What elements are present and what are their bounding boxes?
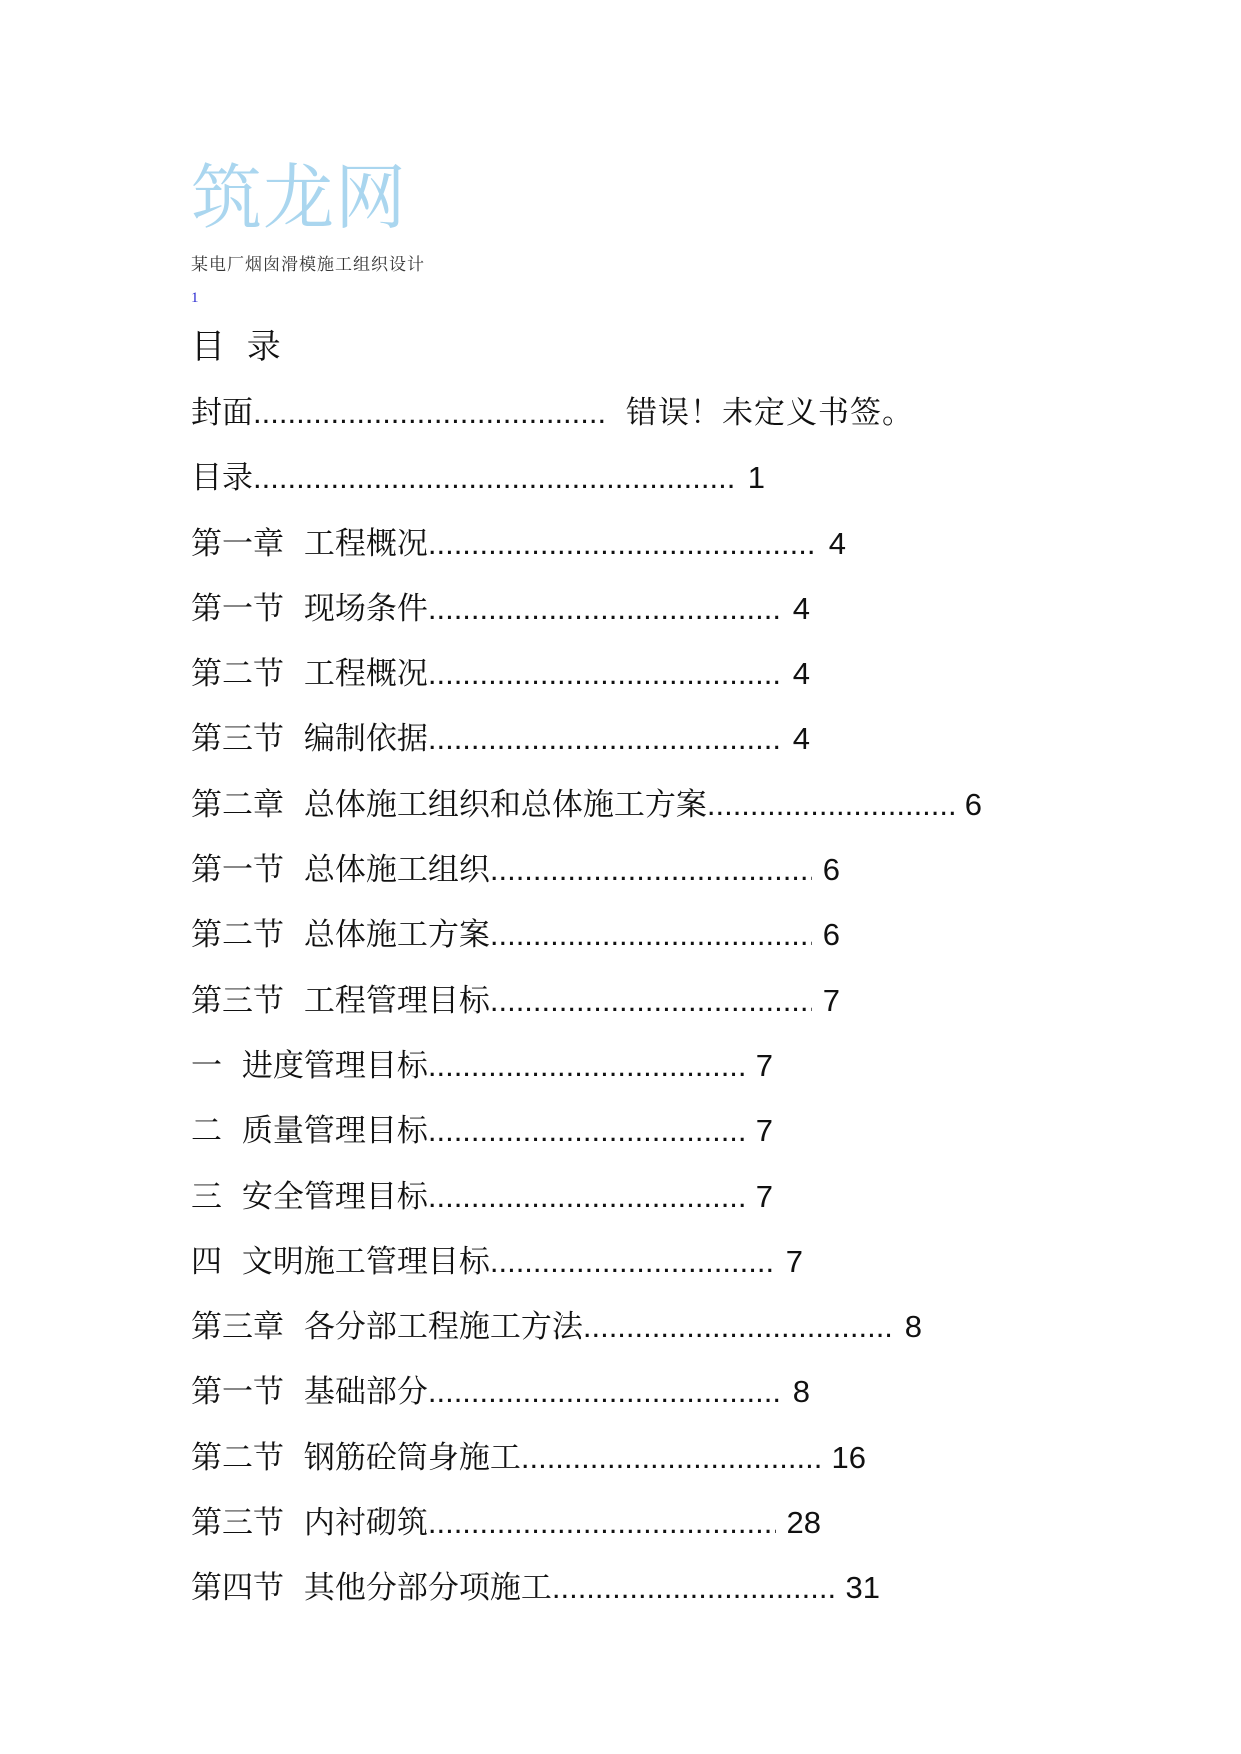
toc-entry[interactable]	[191, 380, 914, 445]
toc-dot-leader	[428, 576, 782, 641]
toc-entry-title: 目录	[191, 460, 253, 497]
table-of-contents	[191, 380, 982, 1621]
toc-entry[interactable]	[191, 445, 765, 510]
toc-entry-title: 第三节 内衬砌筑	[191, 1505, 428, 1542]
toc-entry-title: 二 质量管理目标	[191, 1113, 428, 1150]
toc-entry-title: 第三节 工程管理目标	[191, 982, 490, 1019]
toc-entry-title: 第二节 钢筋砼筒身施工	[191, 1439, 521, 1476]
toc-entry-page: 6	[822, 917, 840, 953]
toc-dot-leader	[428, 1164, 745, 1229]
toc-entry[interactable]	[191, 1359, 810, 1424]
toc-entry[interactable]	[191, 1555, 880, 1620]
toc-dot-leader	[490, 1229, 775, 1294]
toc-entry-title: 第二节 总体施工方案	[191, 917, 490, 954]
toc-entry-page: 7	[755, 1178, 773, 1214]
toc-entry-page: 8	[792, 1374, 810, 1410]
toc-entry[interactable]	[191, 706, 810, 771]
toc-entry-page: 1	[747, 460, 765, 496]
toc-entry-page: 7	[822, 982, 840, 1018]
toc-entry-title: 第三章 各分部工程施工方法	[191, 1309, 583, 1346]
toc-entry[interactable]	[191, 511, 846, 576]
toc-entry-page: 7	[785, 1243, 803, 1279]
toc-entry[interactable]	[191, 1294, 922, 1359]
toc-entry-page: 31	[845, 1570, 880, 1606]
toc-entry[interactable]	[191, 576, 810, 641]
toc-dot-leader	[253, 380, 606, 445]
toc-dot-leader	[583, 1294, 894, 1359]
toc-entry[interactable]	[191, 1164, 773, 1229]
toc-entry[interactable]	[191, 772, 982, 837]
toc-dot-leader	[428, 511, 818, 576]
toc-entry-title: 封面	[191, 395, 253, 431]
toc-dot-leader	[428, 1359, 782, 1424]
toc-entry-page: 16	[831, 1439, 866, 1475]
toc-entry-title: 一 进度管理目标	[191, 1047, 428, 1084]
toc-entry[interactable]	[191, 1425, 866, 1490]
toc-dot-leader	[428, 1490, 776, 1555]
toc-entry-page: 28	[786, 1505, 821, 1541]
toc-entry-page: 8	[904, 1309, 922, 1345]
toc-entry-page: 6	[964, 786, 982, 822]
toc-dot-leader	[428, 641, 782, 706]
toc-entry-page: 7	[755, 1113, 773, 1149]
toc-dot-leader	[428, 1033, 745, 1098]
toc-entry-page: 4	[828, 525, 846, 561]
document-title: 某电厂烟囱滑模施工组织设计	[191, 255, 425, 275]
toc-dot-leader	[428, 706, 782, 771]
toc-entry-page: 4	[792, 721, 810, 757]
toc-entry[interactable]	[191, 837, 840, 902]
toc-dot-leader	[253, 445, 737, 510]
toc-entry[interactable]	[191, 641, 810, 706]
toc-entry[interactable]	[191, 1033, 773, 1098]
toc-entry[interactable]	[191, 1098, 773, 1163]
toc-dot-leader	[490, 968, 812, 1033]
toc-dot-leader	[521, 1425, 821, 1490]
toc-entry[interactable]	[191, 1229, 803, 1294]
toc-entry-title: 第一节 现场条件	[191, 590, 428, 627]
toc-entry-page: 7	[755, 1047, 773, 1083]
toc-entry-title: 第三节 编制依据	[191, 721, 428, 758]
toc-entry-page: 错误！未定义书签。	[626, 395, 914, 431]
toc-entry-title: 第四节 其他分部分项施工	[191, 1570, 552, 1607]
toc-entry-title: 四 文明施工管理目标	[191, 1243, 490, 1280]
toc-dot-leader	[490, 902, 812, 967]
toc-entry-page: 4	[792, 656, 810, 692]
toc-entry-title: 三 安全管理目标	[191, 1178, 428, 1215]
toc-entry-title: 第二节 工程概况	[191, 656, 428, 693]
toc-dot-leader	[428, 1098, 745, 1163]
toc-entry-title: 第一章 工程概况	[191, 525, 428, 562]
toc-entry-title: 第一节 基础部分	[191, 1374, 428, 1411]
zhulong-watermark-logo: 筑龙网	[191, 156, 408, 239]
toc-dot-leader	[552, 1555, 835, 1620]
page-number-link[interactable]: 1	[191, 290, 199, 306]
toc-dot-leader	[490, 837, 812, 902]
toc-entry-page: 6	[822, 852, 840, 888]
toc-dot-leader	[707, 772, 954, 837]
toc-entry[interactable]	[191, 968, 840, 1033]
toc-entry[interactable]	[191, 902, 840, 967]
toc-entry[interactable]	[191, 1490, 821, 1555]
toc-entry-title: 第二章 总体施工组织和总体施工方案	[191, 786, 707, 823]
toc-entry-page: 4	[792, 590, 810, 626]
toc-entry-title: 第一节 总体施工组织	[191, 852, 490, 889]
toc-heading: 目 录	[191, 327, 281, 367]
